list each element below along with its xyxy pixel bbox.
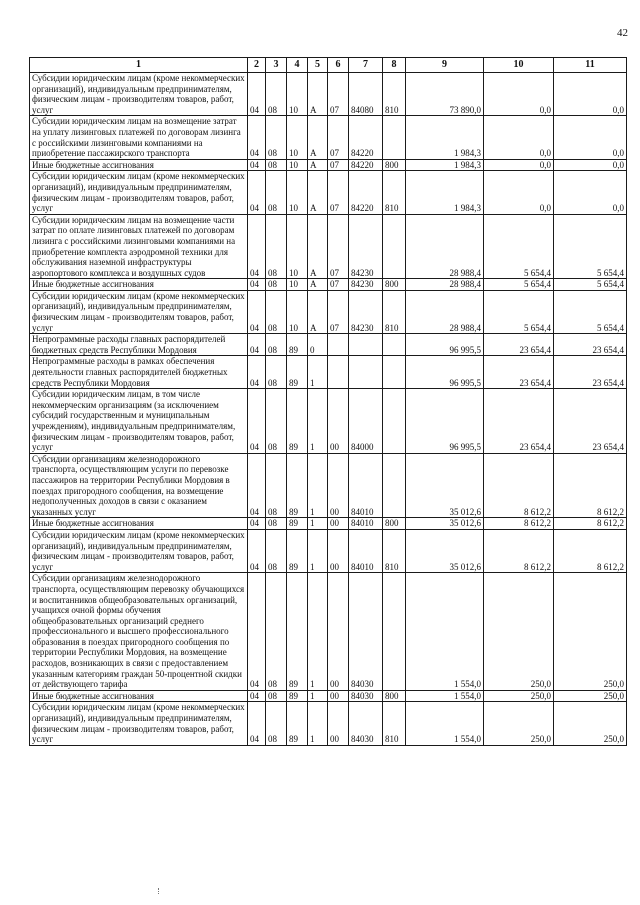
row-description: Субсидии юридическим лицам (кроме некоммерческих организаций), индивидуальным предпринимателям, физическим лицам - производителям товаров, работ, услуг [30,73,248,116]
code-ministry: 04 [248,290,266,333]
row-description: Иные бюджетные ассигнования [30,518,248,530]
amount-col-10: 5 654,4 [484,214,554,279]
row-description: Субсидии юридическим лицам (кроме некоммерческих организаций), индивидуальным предпринимателям, физическим лицам - производителям товаров, работ, услуг [30,702,248,745]
code-subprogram: А [308,214,328,279]
row-description: Субсидии юридическим лицам на возмещение затрат на уплату лизинговых платежей по договорам лизинга с российскими лизинговыми компаниями на приобретение пассажирского транспорта [30,116,248,159]
code-expense-type [383,334,406,356]
code-section: 08 [266,518,287,530]
amount-col-9: 1 984,3 [406,171,484,214]
code-subprogram: 1 [308,573,328,691]
code-direction: 84030 [349,573,383,691]
amount-col-11: 23 654,4 [554,356,627,389]
code-expense-type: 800 [383,518,406,530]
amount-col-9: 28 988,4 [406,279,484,291]
amount-col-9: 73 890,0 [406,73,484,116]
table-body [30,73,627,746]
code-event: 07 [328,73,349,116]
row-description: Субсидии юридическим лицам (кроме некоммерческих организаций), индивидуальным предпринимателям, физическим лицам - производителям товаров, работ, услуг [30,171,248,214]
code-direction: 84230 [349,290,383,333]
code-direction [349,356,383,389]
code-section: 08 [266,290,287,333]
amount-col-9: 1 984,3 [406,116,484,159]
code-section: 08 [266,214,287,279]
amount-col-10: 23 654,4 [484,334,554,356]
row-description: Иные бюджетные ассигнования [30,279,248,291]
amount-col-11: 250,0 [554,702,627,745]
code-program: 89 [287,453,308,518]
table-row [30,290,627,333]
code-program: 10 [287,116,308,159]
code-ministry: 04 [248,529,266,572]
code-section: 08 [266,573,287,691]
code-section: 08 [266,529,287,572]
code-expense-type: 810 [383,529,406,572]
code-subprogram: 1 [308,389,328,454]
code-program: 89 [287,334,308,356]
code-direction: 84080 [349,73,383,116]
amount-col-10: 8 612,2 [484,453,554,518]
code-subprogram: 1 [308,529,328,572]
code-event: 00 [328,529,349,572]
code-expense-type: 810 [383,290,406,333]
amount-col-10: 250,0 [484,702,554,745]
amount-col-10: 250,0 [484,573,554,691]
code-subprogram: А [308,159,328,171]
amount-col-11: 0,0 [554,116,627,159]
code-event: 00 [328,702,349,745]
code-section: 08 [266,702,287,745]
code-direction: 84220 [349,116,383,159]
column-header: 3 [266,58,287,73]
column-header: 10 [484,58,554,73]
table-row [30,518,627,530]
code-subprogram: 1 [308,518,328,530]
code-ministry: 04 [248,518,266,530]
code-direction [349,334,383,356]
code-ministry: 04 [248,116,266,159]
code-ministry: 04 [248,279,266,291]
code-program: 10 [287,171,308,214]
code-direction: 84030 [349,702,383,745]
row-description: Субсидии юридическим лицам (кроме некоммерческих организаций), индивидуальным предпринимателям, физическим лицам - производителям товаров, работ, услуг [30,290,248,333]
code-program: 89 [287,573,308,691]
amount-col-9: 96 995,5 [406,389,484,454]
code-event: 00 [328,389,349,454]
code-subprogram: 1 [308,690,328,702]
code-ministry: 04 [248,356,266,389]
code-program: 10 [287,279,308,291]
amount-col-10: 5 654,4 [484,279,554,291]
code-direction: 84230 [349,214,383,279]
amount-col-11: 8 612,2 [554,518,627,530]
table-row [30,214,627,279]
code-section: 08 [266,171,287,214]
table-row [30,334,627,356]
code-ministry: 04 [248,573,266,691]
row-description: Непрограммные расходы в рамках обеспечения деятельности главных распорядителей бюджетных средств Республики Мордовия [30,356,248,389]
amount-col-10: 5 654,4 [484,290,554,333]
amount-col-9: 96 995,5 [406,334,484,356]
code-expense-type [383,453,406,518]
column-header: 2 [248,58,266,73]
code-program: 89 [287,690,308,702]
code-event: 00 [328,518,349,530]
row-description: Субсидии организациям железнодорожного транспорта, осуществляющим услуги по перевозке пассажиров на территории Республики Мордовия в поездах пригородного сообщения, на возмещение недополученных доходов в связи с оказанием указанных услуг [30,453,248,518]
code-event: 07 [328,171,349,214]
amount-col-10: 0,0 [484,73,554,116]
amount-col-10: 8 612,2 [484,529,554,572]
amount-col-9: 96 995,5 [406,356,484,389]
amount-col-10: 250,0 [484,690,554,702]
amount-col-9: 35 012,6 [406,453,484,518]
code-subprogram: 1 [308,356,328,389]
amount-col-11: 250,0 [554,573,627,691]
code-event: 07 [328,159,349,171]
amount-col-10: 0,0 [484,116,554,159]
code-section: 08 [266,690,287,702]
scan-mark [158,888,162,894]
code-expense-type [383,573,406,691]
code-direction: 84030 [349,690,383,702]
code-direction: 84220 [349,171,383,214]
amount-col-9: 1 984,3 [406,159,484,171]
code-section: 08 [266,279,287,291]
row-description: Иные бюджетные ассигнования [30,159,248,171]
code-event [328,356,349,389]
code-event [328,334,349,356]
table-row [30,73,627,116]
amount-col-10: 0,0 [484,171,554,214]
row-description: Непрограммные расходы главных распорядителей бюджетных средств Республики Мордовия [30,334,248,356]
code-subprogram: А [308,171,328,214]
amount-col-9: 1 554,0 [406,573,484,691]
code-subprogram: 1 [308,453,328,518]
code-subprogram: 1 [308,702,328,745]
amount-col-11: 0,0 [554,73,627,116]
code-section: 08 [266,116,287,159]
column-header: 1 [30,58,248,73]
column-header: 11 [554,58,627,73]
code-ministry: 04 [248,73,266,116]
code-expense-type: 810 [383,702,406,745]
amount-col-9: 35 012,6 [406,518,484,530]
column-header: 4 [287,58,308,73]
code-expense-type [383,116,406,159]
code-ministry: 04 [248,690,266,702]
amount-col-11: 0,0 [554,159,627,171]
amount-col-10: 8 612,2 [484,518,554,530]
amount-col-9: 28 988,4 [406,214,484,279]
row-description: Иные бюджетные ассигнования [30,690,248,702]
column-header: 9 [406,58,484,73]
column-header: 6 [328,58,349,73]
code-expense-type [383,356,406,389]
code-expense-type: 810 [383,73,406,116]
column-header: 7 [349,58,383,73]
code-expense-type: 800 [383,159,406,171]
amount-col-10: 23 654,4 [484,356,554,389]
code-ministry: 04 [248,171,266,214]
table-row [30,529,627,572]
code-direction: 84220 [349,159,383,171]
amount-col-11: 5 654,4 [554,279,627,291]
code-section: 08 [266,389,287,454]
code-ministry: 04 [248,159,266,171]
table-row [30,573,627,691]
amount-col-10: 0,0 [484,159,554,171]
amount-col-11: 5 654,4 [554,214,627,279]
column-header-row [30,58,627,73]
row-description: Субсидии юридическим лицам на возмещение части затрат по оплате лизинговых платежей по договорам лизинга с российскими лизинговыми компаниями на приобретение комплекта аэродромной техники для обслуживания наземной инфраструктуры аэропортового комплекса и воздушных судов [30,214,248,279]
code-program: 89 [287,389,308,454]
page-number: 42 [617,27,628,39]
table-row [30,356,627,389]
amount-col-10: 23 654,4 [484,389,554,454]
table-row [30,702,627,745]
code-expense-type: 810 [383,171,406,214]
code-subprogram: А [308,73,328,116]
code-event: 07 [328,279,349,291]
amount-col-11: 0,0 [554,171,627,214]
amount-col-9: 1 554,0 [406,702,484,745]
code-ministry: 04 [248,702,266,745]
code-direction: 84010 [349,529,383,572]
code-event: 00 [328,453,349,518]
row-description: Субсидии организациям железнодорожного транспорта, осуществляющим перевозку обучающихся и воспитанников общеобразовательных организаций, учащихся очной формы обучения общеобразовательных организаций среднего профессионального и высшего профессионального образования в поездах пригородного сообщения по территории Республики Мордовия, на возмещение расходов, возникающих в связи с предоставлением указанным категориям граждан 50-процентной скидки от действующего тарифа [30,573,248,691]
code-direction: 84010 [349,518,383,530]
amount-col-11: 8 612,2 [554,529,627,572]
code-program: 89 [287,529,308,572]
code-event: 07 [328,214,349,279]
code-program: 10 [287,159,308,171]
table-row [30,389,627,454]
code-event: 07 [328,116,349,159]
budget-table [29,57,627,746]
code-direction: 84010 [349,453,383,518]
code-section: 08 [266,159,287,171]
code-direction: 84230 [349,279,383,291]
code-section: 08 [266,453,287,518]
code-subprogram: А [308,279,328,291]
code-event: 00 [328,573,349,691]
amount-col-9: 28 988,4 [406,290,484,333]
code-subprogram: А [308,290,328,333]
code-section: 08 [266,356,287,389]
amount-col-11: 8 612,2 [554,453,627,518]
amount-col-11: 23 654,4 [554,334,627,356]
column-header: 5 [308,58,328,73]
table-row [30,279,627,291]
code-expense-type: 800 [383,279,406,291]
code-program: 10 [287,73,308,116]
code-direction: 84000 [349,389,383,454]
code-subprogram: 0 [308,334,328,356]
table-row [30,171,627,214]
code-event: 07 [328,290,349,333]
row-description: Субсидии юридическим лицам, в том числе некоммерческим организациям (за исключением субсидий государственным и муниципальным учреждениям), индивидуальным предпринимателям, физическим лицам - производителям товаров, работ, услуг [30,389,248,454]
code-program: 10 [287,214,308,279]
amount-col-11: 250,0 [554,690,627,702]
code-ministry: 04 [248,453,266,518]
table-row [30,159,627,171]
row-description: Субсидии юридическим лицам (кроме некоммерческих организаций), индивидуальным предпринимателям, физическим лицам - производителям товаров, работ, услуг [30,529,248,572]
table-row [30,116,627,159]
code-program: 89 [287,518,308,530]
code-program: 89 [287,702,308,745]
code-expense-type [383,214,406,279]
amount-col-9: 35 012,6 [406,529,484,572]
code-program: 89 [287,356,308,389]
table-row [30,453,627,518]
code-ministry: 04 [248,389,266,454]
amount-col-9: 1 554,0 [406,690,484,702]
code-expense-type: 800 [383,690,406,702]
code-ministry: 04 [248,214,266,279]
code-expense-type [383,389,406,454]
column-header: 8 [383,58,406,73]
code-section: 08 [266,73,287,116]
code-section: 08 [266,334,287,356]
amount-col-11: 23 654,4 [554,389,627,454]
code-subprogram: А [308,116,328,159]
code-program: 10 [287,290,308,333]
amount-col-11: 5 654,4 [554,290,627,333]
code-ministry: 04 [248,334,266,356]
code-event: 00 [328,690,349,702]
table-row [30,690,627,702]
